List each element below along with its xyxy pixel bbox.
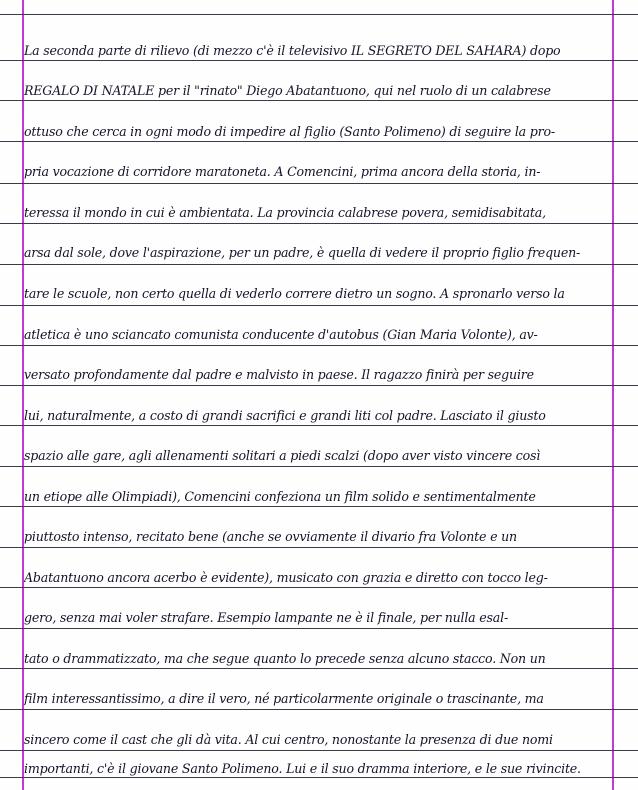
- text-line: teressa il mondo in cui è ambientata. La provincia calabrese povera, semidisabitata,: [24, 205, 546, 220]
- text-line: gero, senza mai voler strafare. Esempio lampante ne è il finale, per nulla esal-: [24, 610, 508, 625]
- text-line: pria vocazione di corridore maratoneta. A Comencini, prima ancora della storia, in-: [24, 164, 541, 179]
- text-line: un etiope alle Olimpiadi), Comencini confeziona un film solido e sentimentalmente: [24, 489, 536, 504]
- ruled-line: [0, 14, 638, 15]
- text-line: La seconda parte di rilievo (di mezzo c'è il televisivo IL SEGRETO DEL SAHARA) dopo: [24, 43, 561, 58]
- text-line: spazio alle gare, agli allenamenti solitari a piedi scalzi (dopo aver visto vincere così: [24, 448, 541, 463]
- text-line: tare le scuole, non certo quella di vederlo correre dietro un sogno. A spronarlo verso la: [24, 286, 565, 301]
- text-line: importanti, c'è il giovane Santo Polimeno. Lui e il suo dramma interiore, e le sue rivincite.: [24, 761, 581, 776]
- text-line: Abatantuono ancora acerbo è evidente), musicato con grazia e diretto con tocco leg-: [24, 570, 548, 585]
- text-line: piuttosto intenso, recitato bene (anche se ovviamente il divario fra Volonte e un: [24, 529, 517, 544]
- text-line: sincero come il cast che gli dà vita. Al cui centro, nonostante la presenza di due nomi: [24, 732, 553, 747]
- text-line: lui, naturalmente, a costo di grandi sacrifici e grandi liti col padre. Lasciato il giusto: [24, 408, 546, 423]
- text-line: film interessantissimo, a dire il vero, né particolarmente originale o trascinante, ma: [24, 691, 544, 706]
- text-line: REGALO DI NATALE per il "rinato" Diego Abatantuono, qui nel ruolo di un calabrese: [24, 83, 551, 98]
- text-line: tato o drammatizzato, ma che segue quanto lo precede senza alcuno stacco. Non un: [24, 651, 546, 666]
- text-line: atletica è uno sciancato comunista conducente d'autobus (Gian Maria Volonte), av-: [24, 327, 538, 342]
- text-line: ottuso che cerca in ogni modo di impedire al figlio (Santo Polimeno) di seguire la pro-: [24, 124, 555, 139]
- text-line: arsa dal sole, dove l'aspirazione, per un padre, è quella di vedere il proprio figlio frequen-: [24, 245, 581, 260]
- text-line: versato profondamente dal padre e malvisto in paese. Il ragazzo finirà per seguire: [24, 367, 534, 382]
